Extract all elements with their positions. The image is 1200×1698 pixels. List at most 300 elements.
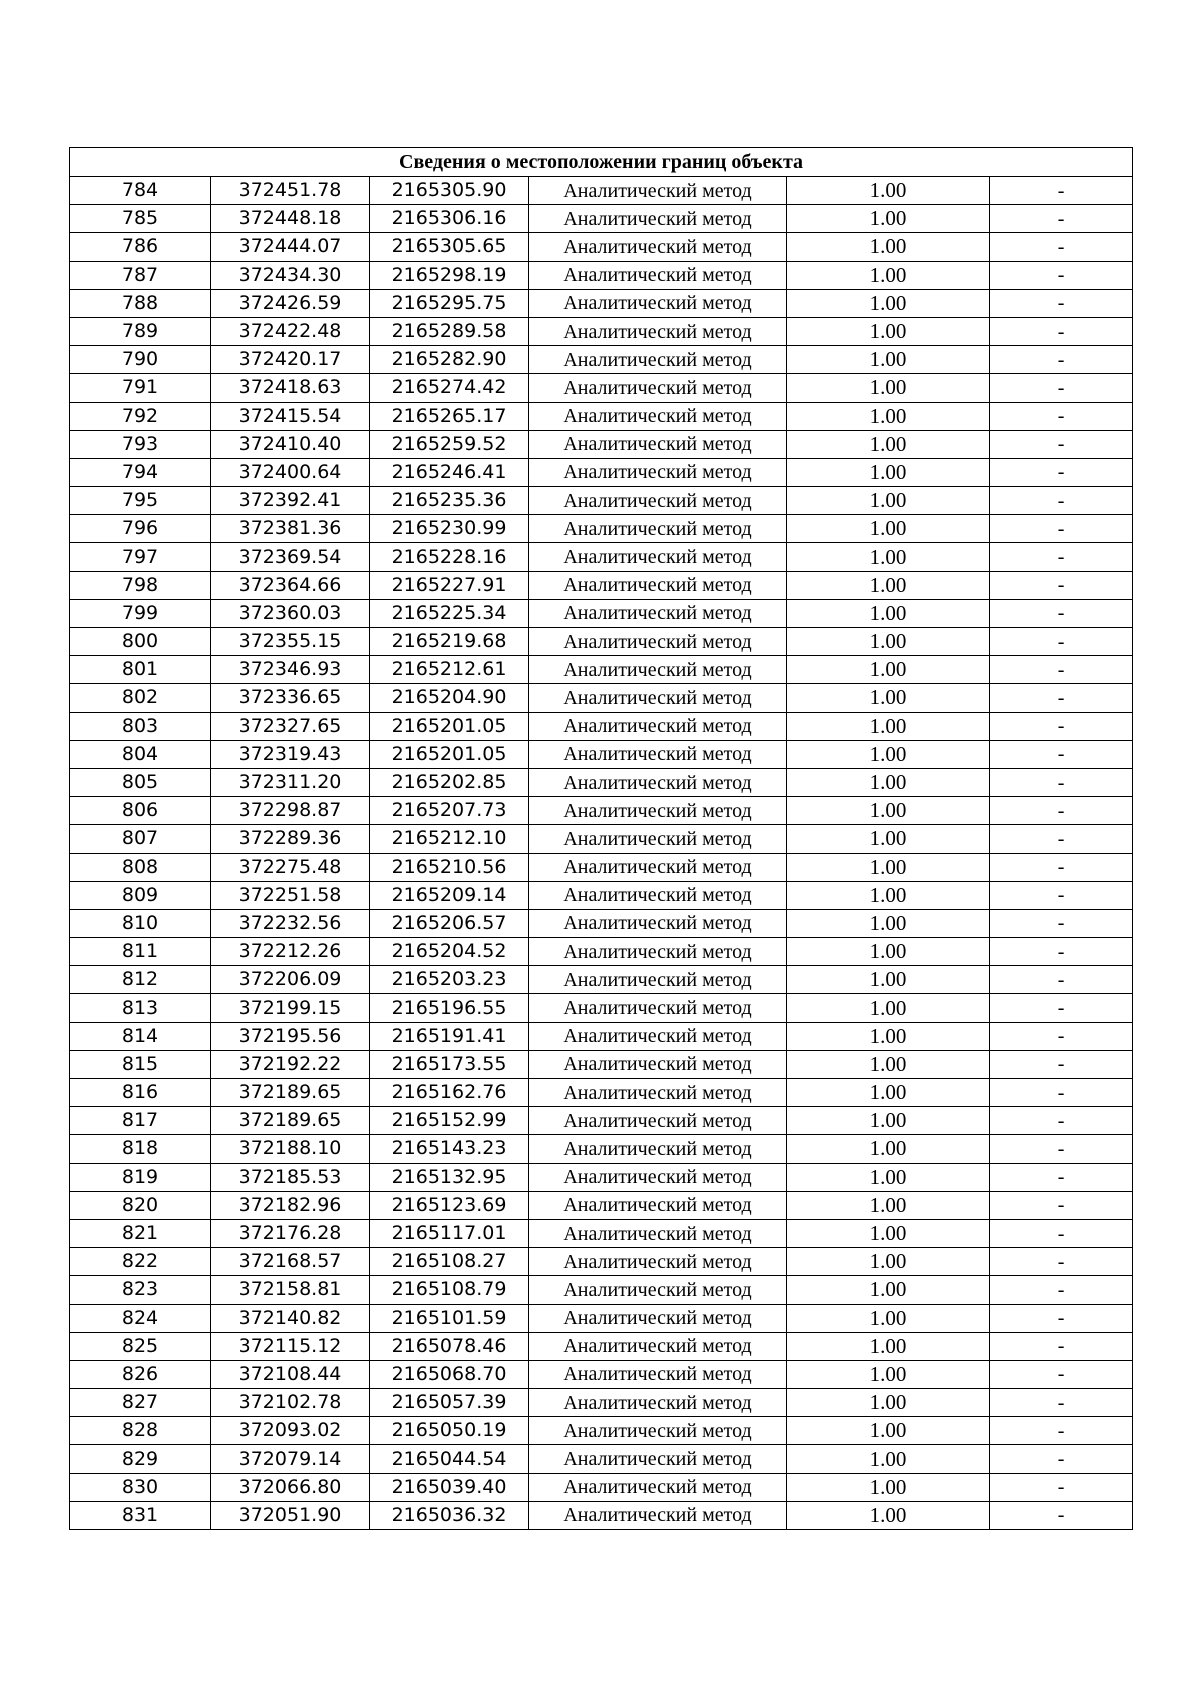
x-coordinate-cell: 372400.64 — [211, 458, 370, 486]
y-coordinate-cell: 2165230.99 — [370, 515, 529, 543]
y-coordinate-cell: 2165191.41 — [370, 1022, 529, 1050]
note-cell: - — [990, 233, 1133, 261]
point-number-cell: 794 — [70, 458, 211, 486]
x-coordinate-cell: 372066.80 — [211, 1473, 370, 1501]
note-cell: - — [990, 938, 1133, 966]
note-cell: - — [990, 628, 1133, 656]
method-cell: Аналитический метод — [529, 994, 787, 1022]
note-cell: - — [990, 1276, 1133, 1304]
accuracy-cell: 1.00 — [787, 1417, 990, 1445]
x-coordinate-cell: 372381.36 — [211, 515, 370, 543]
table-row — [70, 1473, 1133, 1501]
table-row — [70, 881, 1133, 909]
y-coordinate-cell: 2165108.27 — [370, 1248, 529, 1276]
point-number-cell: 796 — [70, 515, 211, 543]
table-row — [70, 374, 1133, 402]
point-number-cell: 814 — [70, 1022, 211, 1050]
x-coordinate-cell: 372444.07 — [211, 233, 370, 261]
note-cell: - — [990, 1360, 1133, 1388]
note-cell: - — [990, 430, 1133, 458]
method-cell: Аналитический метод — [529, 430, 787, 458]
table-row — [70, 1445, 1133, 1473]
table-row — [70, 1107, 1133, 1135]
method-cell: Аналитический метод — [529, 233, 787, 261]
method-cell: Аналитический метод — [529, 1163, 787, 1191]
x-coordinate-cell: 372182.96 — [211, 1191, 370, 1219]
accuracy-cell: 1.00 — [787, 825, 990, 853]
method-cell: Аналитический метод — [529, 1191, 787, 1219]
x-coordinate-cell: 372115.12 — [211, 1332, 370, 1360]
y-coordinate-cell: 2165196.55 — [370, 994, 529, 1022]
point-number-cell: 798 — [70, 571, 211, 599]
x-coordinate-cell: 372369.54 — [211, 543, 370, 571]
y-coordinate-cell: 2165044.54 — [370, 1445, 529, 1473]
accuracy-cell: 1.00 — [787, 205, 990, 233]
table-row — [70, 543, 1133, 571]
note-cell: - — [990, 543, 1133, 571]
y-coordinate-cell: 2165206.57 — [370, 909, 529, 937]
note-cell: - — [990, 768, 1133, 796]
method-cell: Аналитический метод — [529, 515, 787, 543]
accuracy-cell: 1.00 — [787, 712, 990, 740]
x-coordinate-cell: 372176.28 — [211, 1219, 370, 1247]
note-cell: - — [990, 797, 1133, 825]
method-cell: Аналитический метод — [529, 1417, 787, 1445]
accuracy-cell: 1.00 — [787, 628, 990, 656]
accuracy-cell: 1.00 — [787, 289, 990, 317]
method-cell: Аналитический метод — [529, 628, 787, 656]
table-row — [70, 1135, 1133, 1163]
accuracy-cell: 1.00 — [787, 1360, 990, 1388]
method-cell: Аналитический метод — [529, 768, 787, 796]
y-coordinate-cell: 2165306.16 — [370, 205, 529, 233]
note-cell: - — [990, 458, 1133, 486]
accuracy-cell: 1.00 — [787, 1248, 990, 1276]
y-coordinate-cell: 2165143.23 — [370, 1135, 529, 1163]
point-number-cell: 800 — [70, 628, 211, 656]
method-cell: Аналитический метод — [529, 599, 787, 627]
accuracy-cell: 1.00 — [787, 684, 990, 712]
table-row — [70, 233, 1133, 261]
note-cell: - — [990, 853, 1133, 881]
point-number-cell: 808 — [70, 853, 211, 881]
point-number-cell: 811 — [70, 938, 211, 966]
x-coordinate-cell: 372434.30 — [211, 261, 370, 289]
x-coordinate-cell: 372188.10 — [211, 1135, 370, 1163]
method-cell: Аналитический метод — [529, 1501, 787, 1529]
point-number-cell: 817 — [70, 1107, 211, 1135]
table-row — [70, 684, 1133, 712]
x-coordinate-cell: 372298.87 — [211, 797, 370, 825]
accuracy-cell: 1.00 — [787, 938, 990, 966]
table-row — [70, 1389, 1133, 1417]
y-coordinate-cell: 2165235.36 — [370, 487, 529, 515]
method-cell: Аналитический метод — [529, 1022, 787, 1050]
table-body — [70, 177, 1133, 1530]
x-coordinate-cell: 372360.03 — [211, 599, 370, 627]
y-coordinate-cell: 2165204.90 — [370, 684, 529, 712]
method-cell: Аналитический метод — [529, 1135, 787, 1163]
table-row — [70, 768, 1133, 796]
table-row — [70, 1191, 1133, 1219]
note-cell: - — [990, 712, 1133, 740]
note-cell: - — [990, 1107, 1133, 1135]
method-cell: Аналитический метод — [529, 205, 787, 233]
y-coordinate-cell: 2165201.05 — [370, 712, 529, 740]
note-cell: - — [990, 740, 1133, 768]
method-cell: Аналитический метод — [529, 317, 787, 345]
accuracy-cell: 1.00 — [787, 1219, 990, 1247]
accuracy-cell: 1.00 — [787, 1135, 990, 1163]
note-cell: - — [990, 1417, 1133, 1445]
accuracy-cell: 1.00 — [787, 430, 990, 458]
note-cell: - — [990, 487, 1133, 515]
table-row — [70, 712, 1133, 740]
note-cell: - — [990, 966, 1133, 994]
accuracy-cell: 1.00 — [787, 1332, 990, 1360]
x-coordinate-cell: 372364.66 — [211, 571, 370, 599]
y-coordinate-cell: 2165202.85 — [370, 768, 529, 796]
x-coordinate-cell: 372158.81 — [211, 1276, 370, 1304]
point-number-cell: 820 — [70, 1191, 211, 1219]
x-coordinate-cell: 372192.22 — [211, 1050, 370, 1078]
x-coordinate-cell: 372346.93 — [211, 656, 370, 684]
table-row — [70, 656, 1133, 684]
method-cell: Аналитический метод — [529, 909, 787, 937]
accuracy-cell: 1.00 — [787, 458, 990, 486]
table-row — [70, 1050, 1133, 1078]
point-number-cell: 826 — [70, 1360, 211, 1388]
note-cell: - — [990, 684, 1133, 712]
accuracy-cell: 1.00 — [787, 177, 990, 205]
table-row — [70, 938, 1133, 966]
accuracy-cell: 1.00 — [787, 317, 990, 345]
y-coordinate-cell: 2165305.90 — [370, 177, 529, 205]
note-cell: - — [990, 1022, 1133, 1050]
point-number-cell: 809 — [70, 881, 211, 909]
note-cell: - — [990, 261, 1133, 289]
y-coordinate-cell: 2165246.41 — [370, 458, 529, 486]
y-coordinate-cell: 2165039.40 — [370, 1473, 529, 1501]
note-cell: - — [990, 177, 1133, 205]
table-row — [70, 628, 1133, 656]
y-coordinate-cell: 2165295.75 — [370, 289, 529, 317]
table-row — [70, 740, 1133, 768]
table-row — [70, 205, 1133, 233]
table-row — [70, 1417, 1133, 1445]
note-cell: - — [990, 571, 1133, 599]
x-coordinate-cell: 372311.20 — [211, 768, 370, 796]
method-cell: Аналитический метод — [529, 571, 787, 599]
y-coordinate-cell: 2165227.91 — [370, 571, 529, 599]
accuracy-cell: 1.00 — [787, 1107, 990, 1135]
method-cell: Аналитический метод — [529, 1219, 787, 1247]
table-row — [70, 1163, 1133, 1191]
x-coordinate-cell: 372336.65 — [211, 684, 370, 712]
method-cell: Аналитический метод — [529, 853, 787, 881]
x-coordinate-cell: 372168.57 — [211, 1248, 370, 1276]
method-cell: Аналитический метод — [529, 1050, 787, 1078]
point-number-cell: 818 — [70, 1135, 211, 1163]
accuracy-cell: 1.00 — [787, 1022, 990, 1050]
table-row — [70, 346, 1133, 374]
point-number-cell: 784 — [70, 177, 211, 205]
note-cell: - — [990, 1473, 1133, 1501]
table-row — [70, 289, 1133, 317]
note-cell: - — [990, 515, 1133, 543]
accuracy-cell: 1.00 — [787, 909, 990, 937]
accuracy-cell: 1.00 — [787, 1445, 990, 1473]
x-coordinate-cell: 372199.15 — [211, 994, 370, 1022]
accuracy-cell: 1.00 — [787, 740, 990, 768]
accuracy-cell: 1.00 — [787, 1191, 990, 1219]
x-coordinate-cell: 372102.78 — [211, 1389, 370, 1417]
method-cell: Аналитический метод — [529, 966, 787, 994]
x-coordinate-cell: 372420.17 — [211, 346, 370, 374]
y-coordinate-cell: 2165259.52 — [370, 430, 529, 458]
method-cell: Аналитический метод — [529, 881, 787, 909]
note-cell: - — [990, 1050, 1133, 1078]
accuracy-cell: 1.00 — [787, 374, 990, 402]
point-number-cell: 786 — [70, 233, 211, 261]
point-number-cell: 828 — [70, 1417, 211, 1445]
x-coordinate-cell: 372185.53 — [211, 1163, 370, 1191]
point-number-cell: 821 — [70, 1219, 211, 1247]
table-row — [70, 994, 1133, 1022]
method-cell: Аналитический метод — [529, 797, 787, 825]
accuracy-cell: 1.00 — [787, 797, 990, 825]
table-title: Сведения о местоположении границ объекта — [70, 148, 1133, 177]
x-coordinate-cell: 372327.65 — [211, 712, 370, 740]
method-cell: Аналитический метод — [529, 656, 787, 684]
table-row — [70, 402, 1133, 430]
x-coordinate-cell: 372212.26 — [211, 938, 370, 966]
x-coordinate-cell: 372319.43 — [211, 740, 370, 768]
table-row — [70, 853, 1133, 881]
note-cell: - — [990, 656, 1133, 684]
point-number-cell: 813 — [70, 994, 211, 1022]
x-coordinate-cell: 372422.48 — [211, 317, 370, 345]
method-cell: Аналитический метод — [529, 1079, 787, 1107]
point-number-cell: 829 — [70, 1445, 211, 1473]
accuracy-cell: 1.00 — [787, 994, 990, 1022]
method-cell: Аналитический метод — [529, 543, 787, 571]
point-number-cell: 816 — [70, 1079, 211, 1107]
y-coordinate-cell: 2165203.23 — [370, 966, 529, 994]
point-number-cell: 827 — [70, 1389, 211, 1417]
boundary-coordinates-table — [69, 147, 1133, 1530]
accuracy-cell: 1.00 — [787, 966, 990, 994]
note-cell: - — [990, 1191, 1133, 1219]
accuracy-cell: 1.00 — [787, 1473, 990, 1501]
x-coordinate-cell: 372410.40 — [211, 430, 370, 458]
x-coordinate-cell: 372426.59 — [211, 289, 370, 317]
y-coordinate-cell: 2165289.58 — [370, 317, 529, 345]
accuracy-cell: 1.00 — [787, 881, 990, 909]
note-cell: - — [990, 205, 1133, 233]
y-coordinate-cell: 2165265.17 — [370, 402, 529, 430]
y-coordinate-cell: 2165201.05 — [370, 740, 529, 768]
accuracy-cell: 1.00 — [787, 1276, 990, 1304]
point-number-cell: 793 — [70, 430, 211, 458]
method-cell: Аналитический метод — [529, 261, 787, 289]
point-number-cell: 792 — [70, 402, 211, 430]
accuracy-cell: 1.00 — [787, 1050, 990, 1078]
accuracy-cell: 1.00 — [787, 402, 990, 430]
point-number-cell: 803 — [70, 712, 211, 740]
point-number-cell: 804 — [70, 740, 211, 768]
point-number-cell: 812 — [70, 966, 211, 994]
method-cell: Аналитический метод — [529, 938, 787, 966]
note-cell: - — [990, 1219, 1133, 1247]
table-row — [70, 1501, 1133, 1529]
method-cell: Аналитический метод — [529, 1445, 787, 1473]
x-coordinate-cell: 372079.14 — [211, 1445, 370, 1473]
note-cell: - — [990, 994, 1133, 1022]
y-coordinate-cell: 2165132.95 — [370, 1163, 529, 1191]
note-cell: - — [990, 1389, 1133, 1417]
note-cell: - — [990, 1135, 1133, 1163]
table-row — [70, 1304, 1133, 1332]
y-coordinate-cell: 2165282.90 — [370, 346, 529, 374]
x-coordinate-cell: 372251.58 — [211, 881, 370, 909]
table-row — [70, 599, 1133, 627]
method-cell: Аналитический метод — [529, 1389, 787, 1417]
method-cell: Аналитический метод — [529, 1304, 787, 1332]
point-number-cell: 805 — [70, 768, 211, 796]
accuracy-cell: 1.00 — [787, 261, 990, 289]
method-cell: Аналитический метод — [529, 1276, 787, 1304]
table-title-row — [70, 148, 1133, 177]
x-coordinate-cell: 372195.56 — [211, 1022, 370, 1050]
x-coordinate-cell: 372275.48 — [211, 853, 370, 881]
method-cell: Аналитический метод — [529, 458, 787, 486]
note-cell: - — [990, 317, 1133, 345]
method-cell: Аналитический метод — [529, 712, 787, 740]
y-coordinate-cell: 2165162.76 — [370, 1079, 529, 1107]
method-cell: Аналитический метод — [529, 487, 787, 515]
y-coordinate-cell: 2165101.59 — [370, 1304, 529, 1332]
point-number-cell: 785 — [70, 205, 211, 233]
note-cell: - — [990, 289, 1133, 317]
method-cell: Аналитический метод — [529, 1332, 787, 1360]
method-cell: Аналитический метод — [529, 684, 787, 712]
table-row — [70, 966, 1133, 994]
accuracy-cell: 1.00 — [787, 233, 990, 261]
x-coordinate-cell: 372392.41 — [211, 487, 370, 515]
accuracy-cell: 1.00 — [787, 1389, 990, 1417]
point-number-cell: 801 — [70, 656, 211, 684]
y-coordinate-cell: 2165219.68 — [370, 628, 529, 656]
point-number-cell: 831 — [70, 1501, 211, 1529]
table-row — [70, 487, 1133, 515]
y-coordinate-cell: 2165173.55 — [370, 1050, 529, 1078]
accuracy-cell: 1.00 — [787, 487, 990, 515]
accuracy-cell: 1.00 — [787, 571, 990, 599]
y-coordinate-cell: 2165204.52 — [370, 938, 529, 966]
point-number-cell: 819 — [70, 1163, 211, 1191]
x-coordinate-cell: 372355.15 — [211, 628, 370, 656]
table-row — [70, 515, 1133, 543]
y-coordinate-cell: 2165209.14 — [370, 881, 529, 909]
point-number-cell: 790 — [70, 346, 211, 374]
y-coordinate-cell: 2165152.99 — [370, 1107, 529, 1135]
x-coordinate-cell: 372189.65 — [211, 1107, 370, 1135]
method-cell: Аналитический метод — [529, 1473, 787, 1501]
note-cell: - — [990, 881, 1133, 909]
accuracy-cell: 1.00 — [787, 1079, 990, 1107]
point-number-cell: 795 — [70, 487, 211, 515]
accuracy-cell: 1.00 — [787, 768, 990, 796]
y-coordinate-cell: 2165123.69 — [370, 1191, 529, 1219]
note-cell: - — [990, 346, 1133, 374]
point-number-cell: 806 — [70, 797, 211, 825]
y-coordinate-cell: 2165225.34 — [370, 599, 529, 627]
note-cell: - — [990, 1501, 1133, 1529]
x-coordinate-cell: 372415.54 — [211, 402, 370, 430]
y-coordinate-cell: 2165305.65 — [370, 233, 529, 261]
note-cell: - — [990, 825, 1133, 853]
note-cell: - — [990, 909, 1133, 937]
y-coordinate-cell: 2165068.70 — [370, 1360, 529, 1388]
point-number-cell: 830 — [70, 1473, 211, 1501]
x-coordinate-cell: 372051.90 — [211, 1501, 370, 1529]
point-number-cell: 825 — [70, 1332, 211, 1360]
table-row — [70, 1079, 1133, 1107]
method-cell: Аналитический метод — [529, 740, 787, 768]
method-cell: Аналитический метод — [529, 177, 787, 205]
note-cell: - — [990, 1445, 1133, 1473]
point-number-cell: 802 — [70, 684, 211, 712]
table-row — [70, 909, 1133, 937]
accuracy-cell: 1.00 — [787, 599, 990, 627]
point-number-cell: 815 — [70, 1050, 211, 1078]
table-row — [70, 1248, 1133, 1276]
table-row — [70, 430, 1133, 458]
table-row — [70, 1332, 1133, 1360]
table-row — [70, 571, 1133, 599]
y-coordinate-cell: 2165078.46 — [370, 1332, 529, 1360]
method-cell: Аналитический метод — [529, 1360, 787, 1388]
y-coordinate-cell: 2165212.10 — [370, 825, 529, 853]
point-number-cell: 789 — [70, 317, 211, 345]
x-coordinate-cell: 372108.44 — [211, 1360, 370, 1388]
table-row — [70, 1276, 1133, 1304]
y-coordinate-cell: 2165228.16 — [370, 543, 529, 571]
table-row — [70, 317, 1133, 345]
accuracy-cell: 1.00 — [787, 1163, 990, 1191]
x-coordinate-cell: 372206.09 — [211, 966, 370, 994]
method-cell: Аналитический метод — [529, 825, 787, 853]
point-number-cell: 797 — [70, 543, 211, 571]
y-coordinate-cell: 2165057.39 — [370, 1389, 529, 1417]
x-coordinate-cell: 372232.56 — [211, 909, 370, 937]
point-number-cell: 787 — [70, 261, 211, 289]
note-cell: - — [990, 599, 1133, 627]
point-number-cell: 807 — [70, 825, 211, 853]
note-cell: - — [990, 1304, 1133, 1332]
point-number-cell: 788 — [70, 289, 211, 317]
y-coordinate-cell: 2165050.19 — [370, 1417, 529, 1445]
point-number-cell: 823 — [70, 1276, 211, 1304]
note-cell: - — [990, 1248, 1133, 1276]
table-row — [70, 797, 1133, 825]
point-number-cell: 791 — [70, 374, 211, 402]
y-coordinate-cell: 2165207.73 — [370, 797, 529, 825]
note-cell: - — [990, 1332, 1133, 1360]
method-cell: Аналитический метод — [529, 1107, 787, 1135]
x-coordinate-cell: 372451.78 — [211, 177, 370, 205]
